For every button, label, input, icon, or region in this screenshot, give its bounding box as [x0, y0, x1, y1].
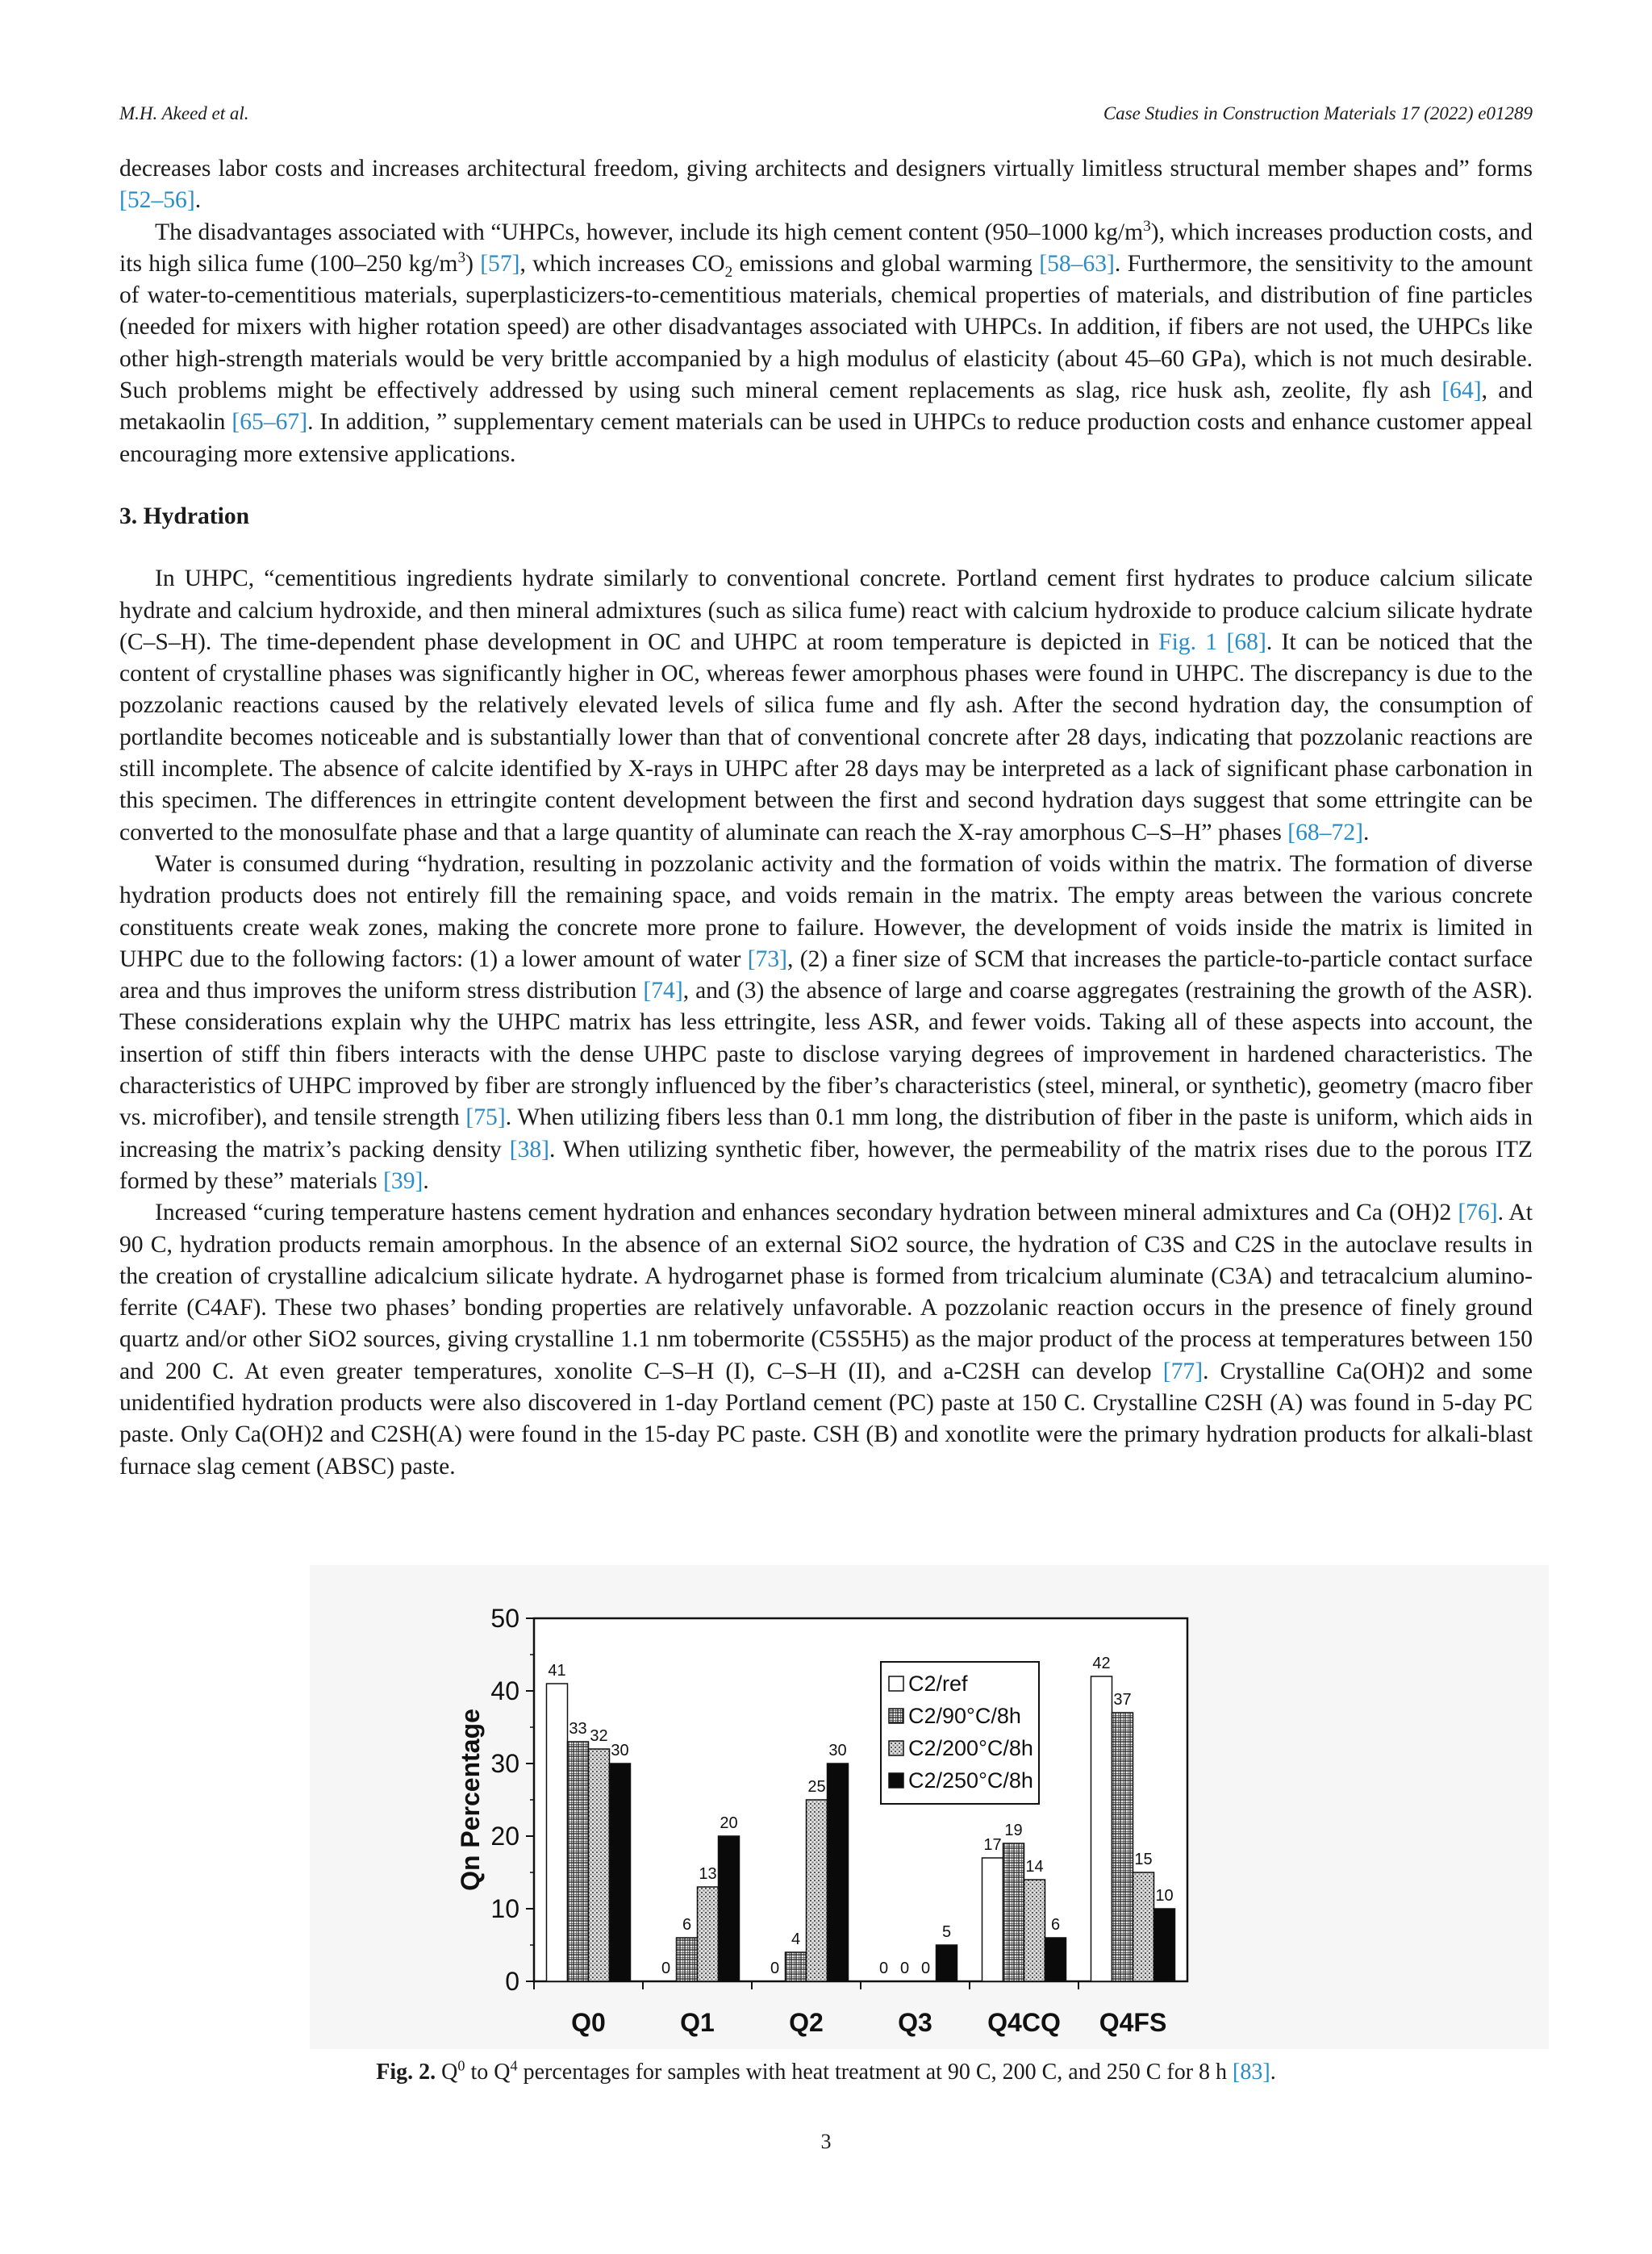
- subscript: 2: [724, 263, 733, 281]
- y-tick-label: 30: [490, 1749, 519, 1778]
- figure-link[interactable]: Fig. 1: [1158, 628, 1218, 655]
- bar: [1133, 1872, 1154, 1981]
- citation-link[interactable]: [39]: [383, 1167, 423, 1194]
- legend-label: C2/90°C/8h: [908, 1704, 1021, 1728]
- bar: [568, 1742, 589, 1981]
- bar: [1003, 1843, 1024, 1981]
- data-label: 0: [661, 1960, 671, 1977]
- data-label: 25: [807, 1778, 826, 1796]
- bar: [1024, 1880, 1045, 1981]
- data-label: 0: [899, 1960, 910, 1977]
- bar: [807, 1800, 828, 1981]
- data-label: 10: [1155, 1887, 1174, 1905]
- citation-link[interactable]: [68–72]: [1287, 819, 1363, 845]
- para4-t3: , and (3) the absence of large and coarse aggregates (restraining the growth of the ASR). These considerations explain why the UHPC matrix has less ettringite, less ASR, and fewer voids. Taking all of these aspects into account, the insertion of stiff thin fibers interacts with the dense UHPC paste to disclose varying degrees of improvement in hardened characteristics. The characteristics of UHPC improved by fiber are strongly influenced by the fiber’s characteristics (steel, mineral, or synthetic), geometry (macro fiber vs. microfiber), and tensile strength: [119, 978, 1533, 1131]
- bar: [1154, 1909, 1175, 1981]
- data-label: 0: [878, 1960, 889, 1977]
- x-tick-label: Q4FS: [1099, 2008, 1167, 2037]
- header-authors: M.H. Akeed et al.: [119, 103, 249, 123]
- data-label: 33: [569, 1720, 587, 1738]
- para4-t5: . When utilizing synthetic fiber, however, the permeability of the matrix rises due to the porous ITZ formed by these” materials: [119, 1136, 1533, 1194]
- data-label: 30: [828, 1742, 847, 1759]
- bar: [698, 1887, 719, 1981]
- citation-link[interactable]: [75]: [465, 1104, 506, 1131]
- bar: [982, 1858, 1003, 1981]
- citation-link[interactable]: [74]: [643, 978, 683, 1004]
- bar: [786, 1952, 807, 1981]
- bar: [610, 1764, 631, 1981]
- bar: [589, 1749, 610, 1981]
- para3-t3: .: [1362, 819, 1370, 845]
- data-label: 14: [1025, 1858, 1044, 1876]
- para4-t2: , (2) a finer size of SCM that increases the particle-to-particle contact surface area and thus improves the uniform stress distribution: [119, 945, 1533, 1004]
- citation-link[interactable]: [68]: [1226, 628, 1266, 655]
- para2-t3: ): [465, 250, 473, 277]
- para1-end: .: [194, 187, 202, 214]
- bar: [1091, 1676, 1112, 1981]
- legend-swatch: [889, 1741, 903, 1755]
- citation-link[interactable]: [83]: [1233, 2060, 1270, 2085]
- para2-t5: emissions and global warming: [732, 250, 1032, 277]
- para5-t1: Increased “curing temperature hastens cement hydration and enhances secondary hydration between mineral admixtures and Ca (OH)2: [155, 1200, 1452, 1226]
- data-label: 5: [941, 1923, 952, 1941]
- legend-swatch: [889, 1709, 903, 1723]
- running-header: [119, 103, 1533, 127]
- paragraph-4: [119, 849, 1533, 1197]
- caption-label: Fig. 2.: [376, 2060, 436, 2085]
- para2-t7: , and metakaolin: [119, 378, 1533, 436]
- y-tick-label: 50: [490, 1604, 519, 1633]
- para4-t6: .: [423, 1167, 429, 1194]
- legend-label: C2/250°C/8h: [908, 1768, 1033, 1793]
- para3-t2: . It can be noticed that the content of crystalline phases was significantly higher in OC, whereas fewer amorphous phases were found in UHPC. The discrepancy is due to the pozzolanic reactions caused by the relatively elevated levels of silica fume and fly ash. After the second hydration day, the consumption of portlandite becomes noticeable and is substantially lower than that of conventional concrete after 28 days, indicating that pozzolanic reactions are still incomplete. The absence of calcite identified by X-rays in UHPC after 28 days may be interpreted as a lack of significant phase carbonation in this specimen. The differences in ettringite content development between the first and second hydration days suggest that some ettringite can be converted to the monosulfate phase and that a large quantity of aluminate can reach the X-ray amorphous C–S–H” phases: [119, 628, 1533, 845]
- page-number: 3: [820, 2130, 832, 2153]
- y-tick-label: 10: [490, 1894, 519, 1923]
- data-label: 32: [590, 1727, 608, 1745]
- paragraph-1: [119, 153, 1533, 217]
- legend-swatch: [889, 1676, 903, 1691]
- para1-text: decreases labor costs and increases architectural freedom, giving architects and designers virtually limitless structural member shapes and” forms: [119, 156, 1533, 182]
- citation-link[interactable]: [58–63]: [1039, 250, 1115, 277]
- body-text: [119, 153, 1533, 1483]
- bar: [1045, 1938, 1066, 1981]
- legend-swatch: [889, 1773, 903, 1788]
- x-tick-label: Q4CQ: [987, 2008, 1061, 2037]
- para4-t4: . When utilizing fibers less than 0.1 mm long, the distribution of fiber in the paste is uniform, which aids in increasing the matrix’s packing density: [119, 1104, 1533, 1162]
- figure-2: [310, 1565, 1549, 2049]
- para2-t1: The disadvantages associated with “UHPCs, however, include its high cement content (950–1000 kg/m: [155, 219, 1144, 245]
- caption-t1: Q: [441, 2060, 458, 2085]
- x-tick-label: Q0: [571, 2008, 606, 2037]
- data-label: 6: [682, 1916, 692, 1934]
- data-label: 6: [1050, 1916, 1061, 1934]
- y-tick-label: 0: [505, 1967, 519, 1996]
- section-heading: 3. Hydration: [119, 503, 250, 529]
- data-label: 15: [1134, 1851, 1153, 1868]
- data-label: 20: [720, 1814, 738, 1832]
- plot-frame: [534, 1618, 1187, 1981]
- bar: [677, 1938, 698, 1981]
- data-label: 13: [699, 1865, 717, 1883]
- x-tick-label: Q1: [680, 2008, 715, 2037]
- bar: [1112, 1713, 1133, 1981]
- figure-caption: [119, 2057, 1533, 2085]
- superscript: 3: [1143, 217, 1151, 235]
- legend-label: C2/ref: [908, 1672, 968, 1696]
- superscript: 3: [457, 249, 466, 267]
- citation-link[interactable]: [38]: [509, 1136, 550, 1162]
- bar: [937, 1945, 957, 1981]
- para4-t1: Water is consumed during “hydration, resulting in pozzolanic activity and the formation of voids within the matrix. The formation of diverse hydration products does not entirely fill the remaining space, and voids remain in the matrix. The empty areas between the various concrete constituents create weak zones, making the concrete more prone to failure. However, the development of voids inside the matrix is limited in UHPC due to the following factors: (1) a lower amount of water: [119, 850, 1533, 972]
- bar: [719, 1836, 740, 1981]
- header-journal: Case Studies in Construction Materials 17 (2022) e01289: [1103, 103, 1533, 123]
- bar: [828, 1764, 849, 1981]
- para2-t8: . In addition, ” supplementary cement materials can be used in UHPCs to reduce production costs and enhance customer appeal encouraging more extensive applications.: [119, 409, 1533, 467]
- para3-t1: In UHPC, “cementitious ingredients hydrate similarly to conventional concrete. Portland cement first hydrates to produce calcium silicate hydrate and calcium hydroxide, and then mineral admixtures (such as silica fume) react with calcium hydroxide to produce calcium silicate hydrate (C–S–H). The time-dependent phase development in OC and UHPC at room temperature is depicted in: [119, 566, 1533, 655]
- caption-t3: percentages for samples with heat treatment at 90 C, 200 C, and 250 C for 8 h: [517, 2060, 1228, 2085]
- caption-t4: .: [1270, 2060, 1276, 2085]
- para5-t3: . Crystalline Ca(OH)2 and some unidentified hydration products were also discovered in 1-day Portland cement (PC) paste at 150 C. Crystalline C2SH (A) was found in 5-day PC paste. Only Ca(OH)2 and C2SH(A) were found in the 15-day PC paste. CSH (B) and xonotlite were the primary hydration products for alkali-blast furnace slag cement (ABSC) paste.: [119, 1358, 1533, 1480]
- data-label: 0: [920, 1960, 931, 1977]
- data-label: 37: [1113, 1691, 1132, 1709]
- citation-link[interactable]: [57]: [480, 250, 520, 277]
- bar-chart: [310, 1565, 1549, 2049]
- para2-t6: . Furthermore, the sensitivity to the amount of water-to-cementitious materials, superplasticizers-to-cementitious materials, chemical properties of materials, and distribution of fine particles (needed for mixers with higher rotation speed) are other disadvantages associated with UHPCs. In addition, if fibers are not used, the UHPCs like other high-strength materials would be very brittle accompanied by a high modulus of elasticity (about 45–60 GPa), which is not much desirable. Such problems might be effectively addressed by using such mineral cement replacements as slag, rice husk ash, zeolite, fly ash: [119, 250, 1533, 404]
- data-label: 0: [770, 1960, 780, 1977]
- paragraph-5: [119, 1197, 1533, 1483]
- paragraph-3: [119, 563, 1533, 849]
- caption-t2: to Q: [465, 2060, 511, 2085]
- x-tick-label: Q3: [898, 2008, 932, 2037]
- citation-link[interactable]: [52–56]: [119, 187, 195, 214]
- citation-link[interactable]: [65–67]: [232, 409, 308, 436]
- superscript: 4: [510, 2057, 518, 2074]
- para2-t2: ), which increases production costs, and its high silica fume (100–250 kg/m: [119, 219, 1533, 277]
- citation-link[interactable]: [76]: [1458, 1200, 1498, 1226]
- citation-link[interactable]: [64]: [1441, 378, 1482, 404]
- y-tick-label: 20: [490, 1822, 519, 1851]
- superscript: 0: [457, 2057, 465, 2074]
- data-label: 17: [983, 1836, 1002, 1854]
- paragraph-2: [119, 217, 1533, 470]
- citation-link[interactable]: [73]: [747, 945, 788, 972]
- y-tick-label: 40: [490, 1676, 519, 1705]
- data-label: 41: [548, 1662, 566, 1680]
- data-label: 30: [611, 1742, 629, 1759]
- data-label: 19: [1004, 1822, 1023, 1839]
- y-axis-label: Qn Percentage: [456, 1709, 485, 1891]
- data-label: 4: [791, 1931, 801, 1948]
- para2-t4: , which increases CO: [519, 250, 725, 277]
- citation-link[interactable]: [77]: [1162, 1358, 1204, 1384]
- data-label: 42: [1092, 1655, 1111, 1672]
- x-tick-label: Q2: [789, 2008, 824, 2037]
- bar: [547, 1684, 568, 1981]
- para5-t2: . At 90 C, hydration products remain amorphous. In the absence of an external SiO2 source, the hydration of C3S and C2S in the autoclave results in the creation of crystalline adicalcium silicate hydrate. A hydrogarnet phase is formed from tricalcium aluminate (C3A) and tetracalcium alumino-ferrite (C4AF). These two phases’ bonding properties are relatively unfavorable. A pozzolanic reaction occurs in the presence of finely ground quartz and/or other SiO2 sources, giving crystalline 1.1 nm tobermorite (C5S5H5) as the major product of the process at temperatures between 150 and 200 C. At even greater temperatures, xonolite C–S–H (I), C–S–H (II), and a-C2SH can develop: [119, 1200, 1533, 1384]
- legend-label: C2/200°C/8h: [908, 1736, 1033, 1760]
